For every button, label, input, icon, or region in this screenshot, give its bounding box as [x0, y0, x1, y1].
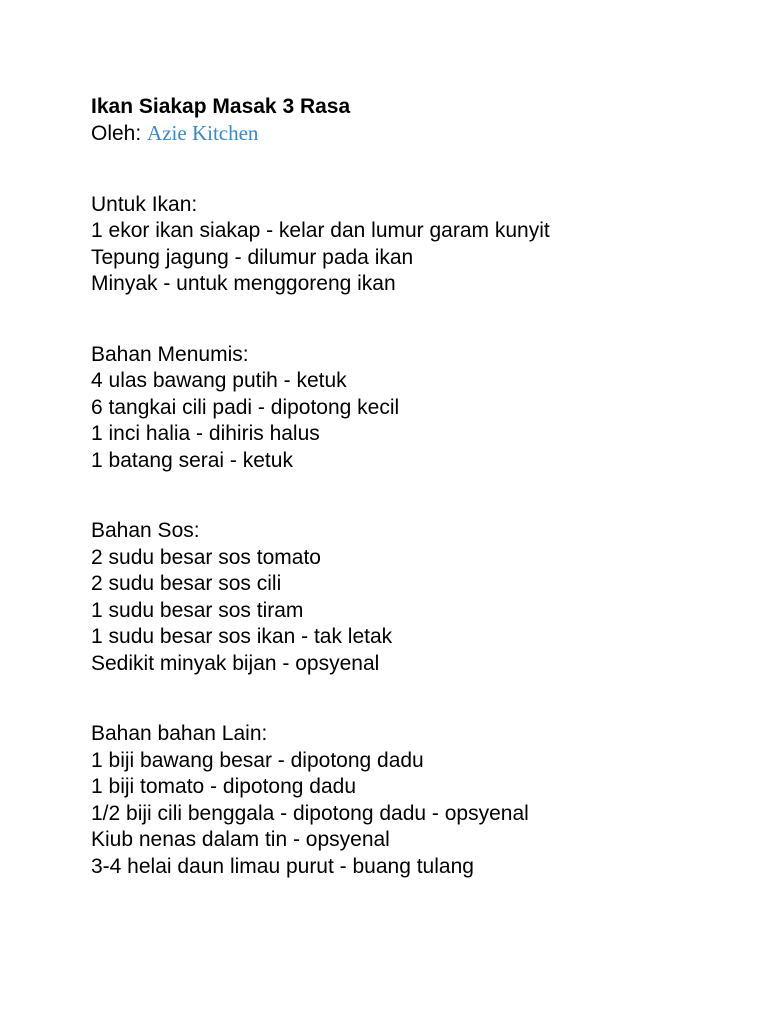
recipe-document [91, 94, 731, 880]
ingredient-item: Tepung jagung - dilumur pada ikan [91, 245, 414, 269]
ingredient-item: Minyak - untuk menggoreng ikan [91, 272, 396, 295]
ingredient-item: 1 biji bawang besar - dipotong dadu [91, 748, 424, 772]
section-bahan-lain [91, 721, 731, 880]
author-name: Azie Kitchen [147, 121, 259, 145]
ingredient-item: 1 batang serai - ketuk [91, 448, 293, 472]
section-heading: Untuk Ikan: [91, 192, 198, 216]
ingredient-item: Kiub nenas dalam tin - opsyenal [91, 828, 390, 851]
ingredient-item: 3-4 helai daun limau purut - buang tulang [91, 854, 474, 878]
ingredient-item: 4 ulas bawang putih - ketuk [91, 369, 347, 392]
section-heading: Bahan Menumis: [91, 342, 249, 366]
ingredient-item: 2 sudu besar sos cili [91, 572, 282, 595]
section-heading: Bahan Sos: [91, 519, 200, 542]
section-heading: Bahan bahan Lain: [91, 722, 268, 745]
ingredient-item: 1 sudu besar sos tiram [91, 598, 304, 622]
ingredient-item: Sedikit minyak bijan - opsyenal [91, 651, 380, 675]
author-line [91, 120, 731, 148]
ingredient-item: 1 ekor ikan siakap - kelar dan lumur garam kunyit [91, 219, 550, 242]
ingredient-item: 1 inci halia - dihiris halus [91, 422, 320, 445]
ingredient-item: 2 sudu besar sos tomato [91, 545, 321, 569]
section-bahan-menumis [91, 342, 731, 475]
author-prefix: Oleh: [91, 122, 142, 145]
ingredient-item: 6 tangkai cili padi - dipotong kecil [91, 395, 400, 419]
ingredient-item: 1 biji tomato - dipotong dadu [91, 775, 357, 798]
ingredient-item: 1/2 biji cili benggala - dipotong dadu - opsyenal [91, 801, 529, 825]
ingredient-item: 1 sudu besar sos ikan - tak letak [91, 625, 393, 648]
section-untuk-ikan [91, 192, 731, 298]
section-bahan-sos [91, 518, 731, 677]
recipe-title: Ikan Siakap Masak 3 Rasa [91, 95, 351, 118]
